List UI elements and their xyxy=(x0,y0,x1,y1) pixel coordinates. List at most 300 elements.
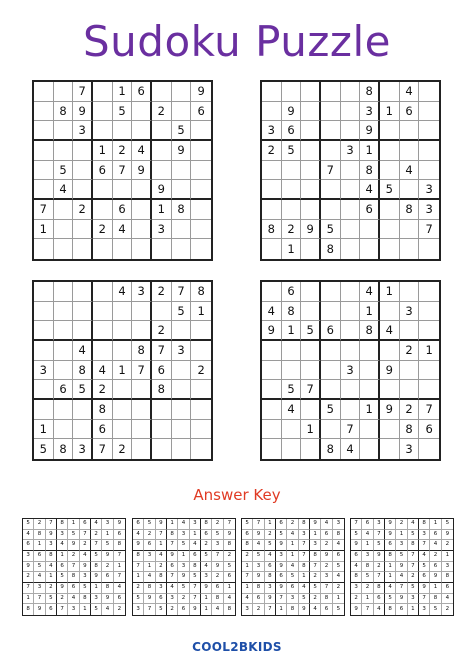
sudoku-cell xyxy=(191,341,211,361)
sudoku-cell xyxy=(93,302,113,322)
sudoku-cell: 7 xyxy=(113,161,133,181)
sudoku-cell: 4 xyxy=(80,551,91,562)
sudoku-cell: 8 xyxy=(167,530,178,541)
sudoku-cell xyxy=(34,161,54,181)
sudoku-cell xyxy=(262,439,282,459)
sudoku-cell: 8 xyxy=(102,583,113,594)
sudoku-cell xyxy=(113,380,133,400)
sudoku-cell xyxy=(282,420,302,440)
sudoku-cell xyxy=(360,220,380,240)
sudoku-cell: 5 xyxy=(91,604,102,615)
sudoku-cell: 1 xyxy=(276,604,287,615)
sudoku-cell: 8 xyxy=(400,420,420,440)
sudoku-cell xyxy=(400,361,420,381)
sudoku-cell xyxy=(380,380,400,400)
sudoku-cell xyxy=(113,341,133,361)
sudoku-cell xyxy=(34,121,54,141)
sudoku-cell: 8 xyxy=(212,594,223,605)
sudoku-cell xyxy=(301,239,321,259)
sudoku-cell xyxy=(262,161,282,181)
sudoku-cell xyxy=(282,82,302,102)
sudoku-cell: 2 xyxy=(351,594,362,605)
sudoku-cell: 2 xyxy=(445,605,450,612)
sudoku-cell: 2 xyxy=(442,540,453,551)
sudoku-cell: 8 xyxy=(419,519,430,530)
sudoku-cell xyxy=(73,321,93,341)
sudoku-cell: 9 xyxy=(265,594,276,605)
sudoku-cell: 4 xyxy=(224,594,235,605)
sudoku-cell: 7 xyxy=(408,562,419,573)
sudoku-cell: 8 xyxy=(68,572,79,583)
sudoku-cell: 5 xyxy=(144,519,155,530)
sudoku-cell: 3 xyxy=(400,439,420,459)
sudoku-cell: 4 xyxy=(287,562,298,573)
sudoku-cell: 2 xyxy=(310,572,321,583)
sudoku-cell xyxy=(34,302,54,322)
sudoku-cell xyxy=(93,321,113,341)
sudoku-cell xyxy=(191,420,211,440)
sudoku-cell xyxy=(360,341,380,361)
sudoku-cell: 6 xyxy=(321,604,332,615)
sudoku-cell xyxy=(152,82,172,102)
sudoku-cell: 8 xyxy=(360,161,380,181)
sudoku-cell: 6 xyxy=(242,530,253,541)
sudoku-cell xyxy=(191,200,211,220)
sudoku-cell: 4 xyxy=(167,583,178,594)
sudoku-cell xyxy=(419,361,439,381)
sudoku-cell: 7 xyxy=(419,400,439,420)
sudoku-cell xyxy=(380,121,400,141)
sudoku-cell xyxy=(282,439,302,459)
sudoku-cell: 5 xyxy=(287,572,298,583)
sudoku-cell xyxy=(321,141,341,161)
sudoku-cell: 8 xyxy=(227,605,232,612)
sudoku-cell: 3 xyxy=(400,302,420,322)
sudoku-cell xyxy=(132,420,152,440)
sudoku-cell: 3 xyxy=(310,540,321,551)
sudoku-cell xyxy=(54,302,74,322)
sudoku-cell: 8 xyxy=(93,400,113,420)
sudoku-cell: 3 xyxy=(178,530,189,541)
sudoku-cell: 9 xyxy=(301,220,321,240)
sudoku-cell: 4 xyxy=(299,583,310,594)
sudoku-cell: 6 xyxy=(321,530,332,541)
sudoku-cell xyxy=(301,361,321,381)
sudoku-cell xyxy=(73,220,93,240)
sudoku-cell: 6 xyxy=(114,530,125,541)
sudoku-cell: 4 xyxy=(113,282,133,302)
answer-grid-1 xyxy=(22,518,126,616)
sudoku-cell: 4 xyxy=(430,540,441,551)
sudoku-cell: 4 xyxy=(212,604,223,615)
sudoku-cell xyxy=(301,400,321,420)
sudoku-cell: 6 xyxy=(114,594,125,605)
sudoku-cell xyxy=(419,239,439,259)
sudoku-cell: 8 xyxy=(282,302,302,322)
sudoku-cell: 9 xyxy=(276,562,287,573)
sudoku-cell: 9 xyxy=(132,161,152,181)
sudoku-cell: 9 xyxy=(23,562,34,573)
sudoku-cell xyxy=(191,321,211,341)
sudoku-cell: 5 xyxy=(190,572,201,583)
sudoku-cell: 5 xyxy=(351,530,362,541)
sudoku-cell: 5 xyxy=(442,519,453,530)
sudoku-cell xyxy=(341,180,361,200)
sudoku-cell xyxy=(132,380,152,400)
sudoku-cell xyxy=(93,239,113,259)
sudoku-cell: 2 xyxy=(400,400,420,420)
page-title: Sudoku Puzzle xyxy=(83,17,391,66)
sudoku-cell xyxy=(132,302,152,322)
sudoku-cell: 4 xyxy=(68,594,79,605)
sudoku-cell: 2 xyxy=(68,551,79,562)
sudoku-cell: 1 xyxy=(114,562,125,573)
sudoku-cell: 8 xyxy=(299,562,310,573)
sudoku-cell xyxy=(400,141,420,161)
sudoku-cell: 7 xyxy=(419,220,439,240)
sudoku-cell: 5 xyxy=(362,572,373,583)
sudoku-cell xyxy=(113,180,133,200)
sudoku-cell: 9 xyxy=(73,102,93,122)
sudoku-cell: 2 xyxy=(23,572,34,583)
sudoku-cell: 7 xyxy=(152,341,172,361)
sudoku-cell: 5 xyxy=(374,540,385,551)
sudoku-cell: 1 xyxy=(242,583,253,594)
sudoku-cell: 3 xyxy=(321,572,332,583)
sudoku-cell xyxy=(301,341,321,361)
sudoku-cell: 6 xyxy=(419,572,430,583)
sudoku-cell xyxy=(191,439,211,459)
sudoku-cell: 7 xyxy=(34,200,54,220)
sudoku-cell xyxy=(191,180,211,200)
sudoku-cell: 1 xyxy=(190,530,201,541)
sudoku-cell xyxy=(54,141,74,161)
sudoku-cell: 1 xyxy=(287,540,298,551)
sudoku-cell: 3 xyxy=(73,439,93,459)
sudoku-cell xyxy=(132,220,152,240)
sudoku-cell xyxy=(380,302,400,322)
sudoku-cell: 1 xyxy=(57,551,68,562)
sudoku-cell: 5 xyxy=(430,604,441,615)
sudoku-cell: 8 xyxy=(321,439,341,459)
sudoku-cell: 1 xyxy=(442,551,453,562)
sudoku-cell: 1 xyxy=(23,594,34,605)
sudoku-cell: 1 xyxy=(380,102,400,122)
sudoku-cell: 7 xyxy=(396,583,407,594)
sudoku-cell: 5 xyxy=(212,530,223,541)
sudoku-cell: 5 xyxy=(68,530,79,541)
sudoku-cell xyxy=(172,439,192,459)
sudoku-cell: 5 xyxy=(265,540,276,551)
sudoku-cell: 3 xyxy=(172,341,192,361)
sudoku-cell: 4 xyxy=(242,594,253,605)
sudoku-cell: 7 xyxy=(23,583,34,594)
sudoku-cell: 4 xyxy=(287,530,298,541)
sudoku-cell: 4 xyxy=(374,604,385,615)
sudoku-cell xyxy=(321,180,341,200)
sudoku-cell xyxy=(360,439,380,459)
sudoku-cell xyxy=(301,302,321,322)
sudoku-cell xyxy=(191,239,211,259)
sudoku-cell: 4 xyxy=(419,551,430,562)
sudoku-cell: 7 xyxy=(265,604,276,615)
sudoku-cell xyxy=(301,161,321,181)
sudoku-cell: 8 xyxy=(144,583,155,594)
sudoku-cell: 1 xyxy=(113,361,133,381)
sudoku-cell: 5 xyxy=(310,583,321,594)
sudoku-cell: 1 xyxy=(396,530,407,541)
sudoku-cell: 5 xyxy=(133,594,144,605)
sudoku-cell: 2 xyxy=(152,102,172,122)
sudoku-cell xyxy=(113,121,133,141)
sudoku-cell: 3 xyxy=(80,572,91,583)
sudoku-cell: 1 xyxy=(156,540,167,551)
sudoku-cell: 8 xyxy=(224,540,235,551)
sudoku-cell: 3 xyxy=(333,519,344,530)
puzzle-grid-1 xyxy=(32,80,213,261)
sudoku-cell: 2 xyxy=(167,604,178,615)
sudoku-cell: 1 xyxy=(299,572,310,583)
sudoku-cell: 7 xyxy=(299,540,310,551)
sudoku-cell: 7 xyxy=(253,519,264,530)
sudoku-cell: 3 xyxy=(178,562,189,573)
sudoku-cell xyxy=(341,282,361,302)
sudoku-cell: 8 xyxy=(360,82,380,102)
sudoku-cell: 8 xyxy=(321,594,332,605)
sudoku-cell: 4 xyxy=(54,180,74,200)
sudoku-cell: 6 xyxy=(276,572,287,583)
sudoku-cell xyxy=(54,321,74,341)
sudoku-cell: 6 xyxy=(282,121,302,141)
sudoku-cell: 7 xyxy=(301,380,321,400)
sudoku-cell xyxy=(172,321,192,341)
answer-grid-2 xyxy=(132,518,236,616)
sudoku-cell: 3 xyxy=(396,540,407,551)
sudoku-cell: 2 xyxy=(113,141,133,161)
sudoku-cell xyxy=(321,302,341,322)
sudoku-cell: 6 xyxy=(400,102,420,122)
sudoku-cell: 9 xyxy=(276,540,287,551)
sudoku-cell xyxy=(172,220,192,240)
sudoku-cell xyxy=(262,282,282,302)
sudoku-cell: 4 xyxy=(133,530,144,541)
sudoku-cell xyxy=(152,141,172,161)
sudoku-cell: 1 xyxy=(91,583,102,594)
sudoku-cell: 7 xyxy=(212,551,223,562)
sudoku-cell: 1 xyxy=(167,519,178,530)
sudoku-cell: 7 xyxy=(341,420,361,440)
sudoku-cell: 2 xyxy=(46,583,57,594)
sudoku-cell: 3 xyxy=(374,519,385,530)
sudoku-cell xyxy=(54,361,74,381)
sudoku-cell: 7 xyxy=(351,519,362,530)
sudoku-cell: 4 xyxy=(73,341,93,361)
sudoku-cell: 9 xyxy=(224,530,235,541)
sudoku-cell: 5 xyxy=(172,121,192,141)
sudoku-cell: 1 xyxy=(362,594,373,605)
sudoku-cell: 5 xyxy=(242,519,253,530)
sudoku-cell: 8 xyxy=(191,282,211,302)
sudoku-cell: 6 xyxy=(133,519,144,530)
sudoku-cell xyxy=(400,239,420,259)
sudoku-cell xyxy=(400,380,420,400)
sudoku-cell: 4 xyxy=(341,439,361,459)
sudoku-cell: 4 xyxy=(351,562,362,573)
sudoku-cell xyxy=(301,102,321,122)
sudoku-cell xyxy=(321,361,341,381)
sudoku-cell: 7 xyxy=(80,530,91,541)
sudoku-cell: 8 xyxy=(242,540,253,551)
sudoku-cell xyxy=(132,321,152,341)
sudoku-cell: 3 xyxy=(201,572,212,583)
sudoku-cell: 1 xyxy=(385,562,396,573)
sudoku-cell: 1 xyxy=(191,302,211,322)
sudoku-cell: 8 xyxy=(351,572,362,583)
sudoku-cell: 8 xyxy=(54,102,74,122)
sudoku-cell: 9 xyxy=(201,583,212,594)
sudoku-cell xyxy=(380,141,400,161)
sudoku-cell: 8 xyxy=(321,239,341,259)
sudoku-cell xyxy=(380,220,400,240)
sudoku-cell xyxy=(54,341,74,361)
sudoku-cell xyxy=(34,239,54,259)
sudoku-cell: 2 xyxy=(102,562,113,573)
sudoku-cell xyxy=(73,420,93,440)
sudoku-cell: 8 xyxy=(362,562,373,573)
sudoku-cell: 6 xyxy=(282,282,302,302)
sudoku-cell: 2 xyxy=(400,341,420,361)
sudoku-cell: 5 xyxy=(336,605,341,612)
sudoku-cell: 1 xyxy=(380,282,400,302)
sudoku-cell: 6 xyxy=(419,420,439,440)
sudoku-cell: 9 xyxy=(442,530,453,541)
sudoku-cell: 6 xyxy=(68,583,79,594)
sudoku-cell xyxy=(152,239,172,259)
sudoku-cell xyxy=(34,82,54,102)
sudoku-cell: 9 xyxy=(114,519,125,530)
sudoku-cell: 8 xyxy=(310,551,321,562)
sudoku-cell xyxy=(93,282,113,302)
sudoku-cell xyxy=(301,82,321,102)
sudoku-cell: 2 xyxy=(191,361,211,381)
sudoku-cell xyxy=(321,282,341,302)
sudoku-cell: 4 xyxy=(321,519,332,530)
sudoku-cell: 9 xyxy=(190,604,201,615)
answer-grid-3 xyxy=(241,518,345,616)
sudoku-cell xyxy=(321,420,341,440)
sudoku-cell xyxy=(93,102,113,122)
sudoku-cell: 6 xyxy=(430,530,441,541)
sudoku-cell xyxy=(152,420,172,440)
sudoku-cell: 3 xyxy=(144,551,155,562)
sudoku-cell: 7 xyxy=(242,572,253,583)
sudoku-cell: 4 xyxy=(132,141,152,161)
sudoku-cell xyxy=(419,380,439,400)
sudoku-cell: 1 xyxy=(34,420,54,440)
sudoku-cell: 1 xyxy=(265,519,276,530)
sudoku-cell xyxy=(34,321,54,341)
sudoku-cell: 1 xyxy=(144,562,155,573)
sudoku-cell xyxy=(73,180,93,200)
sudoku-cell: 7 xyxy=(34,594,45,605)
sudoku-cell xyxy=(93,200,113,220)
sudoku-cell: 1 xyxy=(287,551,298,562)
sudoku-cell xyxy=(132,439,152,459)
sudoku-cell xyxy=(262,361,282,381)
sudoku-cell: 8 xyxy=(400,200,420,220)
sudoku-cell xyxy=(419,121,439,141)
sudoku-cell: 4 xyxy=(396,572,407,583)
sudoku-cell: 3 xyxy=(419,604,430,615)
sudoku-cell xyxy=(54,121,74,141)
sudoku-cell: 2 xyxy=(362,583,373,594)
sudoku-cell: 9 xyxy=(34,604,45,615)
sudoku-cell xyxy=(341,102,361,122)
sudoku-cell: 1 xyxy=(133,572,144,583)
sudoku-cell: 8 xyxy=(46,551,57,562)
sudoku-cell: 9 xyxy=(380,361,400,381)
sudoku-cell: 8 xyxy=(360,321,380,341)
sudoku-cell: 3 xyxy=(419,530,430,541)
sudoku-cell xyxy=(191,141,211,161)
sudoku-cell: 3 xyxy=(91,594,102,605)
sudoku-cell: 8 xyxy=(408,540,419,551)
sudoku-cell: 2 xyxy=(152,321,172,341)
sudoku-cell: 8 xyxy=(23,604,34,615)
sudoku-cell: 6 xyxy=(333,551,344,562)
sudoku-cell: 6 xyxy=(102,572,113,583)
sudoku-cell xyxy=(360,361,380,381)
sudoku-cell: 1 xyxy=(34,540,45,551)
sudoku-cell: 2 xyxy=(396,519,407,530)
sudoku-cell: 3 xyxy=(419,200,439,220)
sudoku-cell: 8 xyxy=(299,519,310,530)
sudoku-cell: 4 xyxy=(400,82,420,102)
sudoku-cell: 7 xyxy=(93,439,113,459)
sudoku-cell xyxy=(172,180,192,200)
sudoku-cell: 1 xyxy=(46,572,57,583)
sudoku-cell xyxy=(172,161,192,181)
sudoku-cell xyxy=(360,239,380,259)
sudoku-cell: 4 xyxy=(385,583,396,594)
sudoku-cell xyxy=(54,200,74,220)
sudoku-cell xyxy=(93,180,113,200)
sudoku-cell xyxy=(54,420,74,440)
sudoku-cell: 9 xyxy=(385,530,396,541)
sudoku-cell: 7 xyxy=(374,530,385,541)
sudoku-cell xyxy=(380,161,400,181)
sudoku-cell: 7 xyxy=(167,572,178,583)
sudoku-cell xyxy=(34,102,54,122)
sudoku-cell: 4 xyxy=(57,540,68,551)
sudoku-cell xyxy=(360,420,380,440)
sudoku-cell: 9 xyxy=(212,562,223,573)
sudoku-cell: 8 xyxy=(34,530,45,541)
sudoku-cell: 5 xyxy=(408,583,419,594)
sudoku-cell xyxy=(191,161,211,181)
sudoku-cell xyxy=(172,239,192,259)
sudoku-cell: 7 xyxy=(114,551,125,562)
sudoku-cell xyxy=(132,200,152,220)
sudoku-cell: 1 xyxy=(430,519,441,530)
sudoku-cell xyxy=(301,180,321,200)
sudoku-cell: 3 xyxy=(341,361,361,381)
sudoku-cell xyxy=(282,200,302,220)
sudoku-cell: 3 xyxy=(156,583,167,594)
sudoku-cell: 7 xyxy=(91,540,102,551)
sudoku-cell: 4 xyxy=(362,530,373,541)
sudoku-cell: 9 xyxy=(360,121,380,141)
